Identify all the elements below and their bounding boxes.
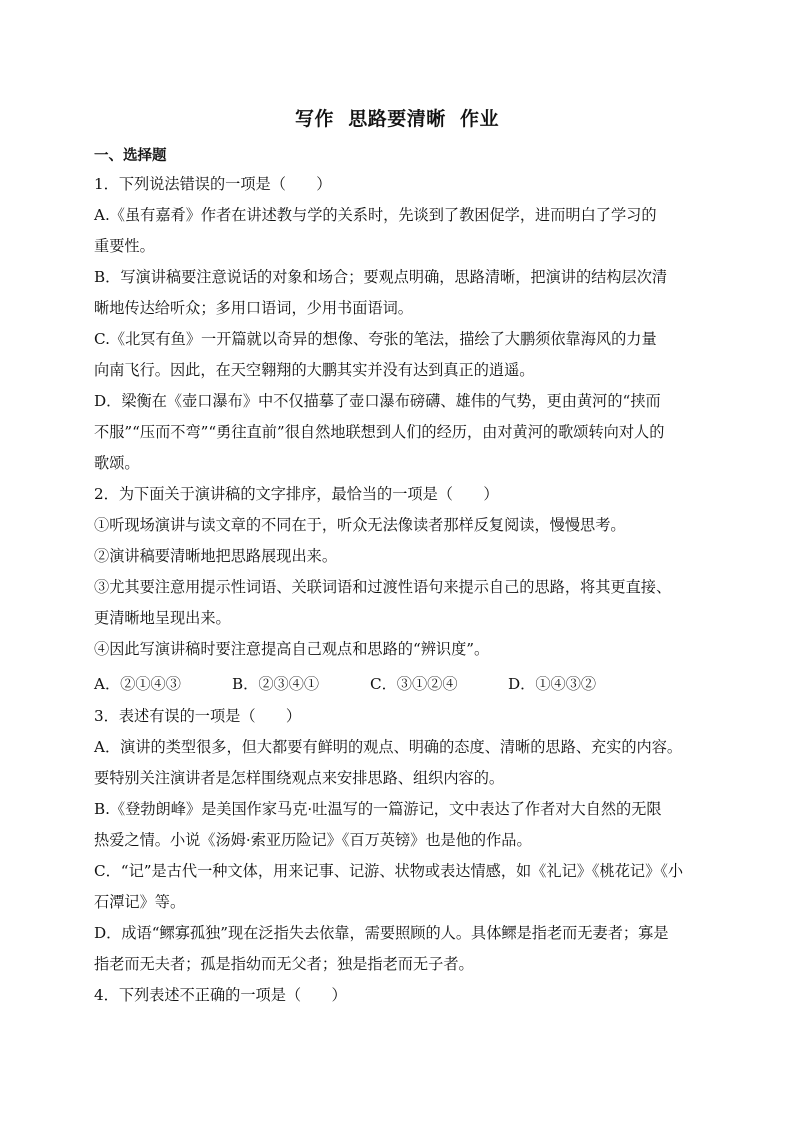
question-1-option-d: D．梁衡在《壶口瀑布》中不仅描摹了壶口瀑布磅礴、雄伟的气势，更由黄河的“挟而 (94, 392, 661, 410)
section-heading: 一、选择题 (94, 147, 167, 164)
question-3-option-a-cont: 要特别关注演讲者是怎样围绕观点来安排思路、组织内容的。 (94, 769, 505, 787)
question-2-sentence-3: ③尤其要注意用提示性词语、关联词语和过渡性语句来提示自己的思路，将其更直接、 (94, 578, 672, 596)
question-2-option-d: D．①④③② (508, 675, 597, 693)
question-2-sentence-2: ②演讲稿要清晰地把思路展现出来。 (94, 547, 337, 565)
question-3-stem: 3．表述有误的一项是（ ） (94, 707, 302, 725)
question-2-options (94, 674, 596, 694)
question-3-option-c: C．“记”是古代一种文体，用来记事、记游、状物或表达情感，如《礼记》《桃花记》《小 (94, 862, 684, 880)
question-2-option-b: B．②③④① (232, 675, 320, 693)
page-title: 写作 思路要清晰 作业 (295, 108, 499, 130)
question-1-option-a-cont: 重要性。 (94, 237, 155, 255)
question-2-option-a: A．②①④③ (94, 675, 181, 693)
question-2-sentence-3-cont: 更清晰地呈现出来。 (94, 609, 231, 627)
question-1-option-d-cont2: 歌颂。 (94, 454, 140, 472)
question-1-option-b: B．写演讲稿要注意说话的对象和场合；要观点明确，思路清晰，把演讲的结构层次清 (94, 268, 668, 286)
question-4-stem: 4．下列表述不正确的一项是（ ） (94, 986, 347, 1004)
question-1-option-c-cont: 向南飞行。因此，在天空翱翔的大鹏其实并没有达到真正的逍遥。 (94, 361, 535, 379)
question-2-stem: 2．为下面关于演讲稿的文字排序，最恰当的一项是（ ） (94, 485, 499, 503)
question-1-option-a: A.《虽有嘉肴》作者在讲述教与学的关系时，先谈到了教困促学，进而明白了学习的 (94, 206, 657, 224)
question-2-sentence-4: ④因此写演讲稿时要注意提高自己观点和思路的“辨识度”。 (94, 640, 490, 658)
question-1-stem: 1．下列说法错误的一项是（ ） (94, 175, 332, 193)
question-2-sentence-1: ①听现场演讲与读文章的不同在于，听众无法像读者那样反复阅读，慢慢思考。 (94, 516, 626, 534)
question-1-option-d-cont: 不服”“压而不弯”“勇往直前”很自然地联想到人们的经历，由对黄河的歌颂转向对人的 (94, 423, 665, 441)
question-1-option-c: C.《北冥有鱼》一开篇就以奇异的想像、夸张的笔法，描绘了大鹏须依靠海风的力量 (94, 330, 657, 348)
question-3-option-b-cont: 热爱之情。小说《汤姆·索亚历险记》《百万英镑》也是他的作品。 (94, 831, 532, 849)
question-3-option-d: D．成语“鳏寡孤独”现在泛指失去依靠，需要照顾的人。具体鳏是指老而无妻者；寡是 (94, 924, 669, 942)
question-2-option-c: C．③①②④ (370, 675, 458, 693)
question-1-option-b-cont: 晰地传达给听众；多用口语词，少用书面语词。 (94, 299, 413, 317)
question-3-option-a: A．演讲的类型很多，但大都要有鲜明的观点、明确的态度、清晰的思路、充实的内容。 (94, 738, 683, 756)
question-3-option-c-cont: 石潭记》等。 (94, 893, 186, 911)
question-3-option-d-cont: 指老而无夫者；孤是指幼而无父者；独是指老而无子者。 (94, 955, 474, 973)
question-3-option-b: B.《登勃朗峰》是美国作家马克·吐温写的一篇游记，文中表达了作者对大自然的无限 (94, 800, 662, 818)
